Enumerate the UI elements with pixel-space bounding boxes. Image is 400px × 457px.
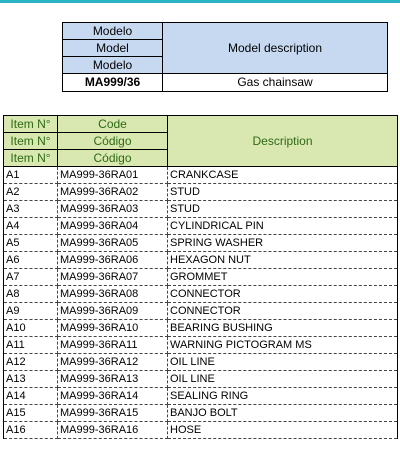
part-description: SPRING WASHER: [168, 235, 398, 252]
table-row: [4, 354, 398, 371]
part-description: GROMMET: [168, 269, 398, 286]
item-number: A12: [4, 354, 58, 371]
item-header-3: Item N°: [4, 150, 58, 167]
description-header: Description: [168, 116, 398, 167]
part-description: CYLINDRICAL PIN: [168, 218, 398, 235]
table-row: [4, 235, 398, 252]
parts-table: [3, 115, 398, 439]
part-code: MA999-36RA03: [58, 201, 168, 218]
part-code: MA999-36RA08: [58, 286, 168, 303]
part-description: OIL LINE: [168, 354, 398, 371]
item-number: A7: [4, 269, 58, 286]
table-row: [4, 286, 398, 303]
item-number: A2: [4, 184, 58, 201]
part-code: MA999-36RA02: [58, 184, 168, 201]
model-label-2: Model: [63, 40, 163, 57]
model-description: Gas chainsaw: [163, 74, 388, 92]
table-row: [4, 167, 398, 184]
part-code: MA999-36RA12: [58, 354, 168, 371]
parts-header-row: [4, 116, 398, 133]
part-description: HEXAGON NUT: [168, 252, 398, 269]
part-code: MA999-36RA16: [58, 422, 168, 439]
part-description: CRANKCASE: [168, 167, 398, 184]
table-row: [4, 218, 398, 235]
table-row: [4, 320, 398, 337]
model-label-1: Modelo: [63, 23, 163, 40]
part-description: SEALING RING: [168, 388, 398, 405]
item-number: A3: [4, 201, 58, 218]
model-value-row: [63, 74, 388, 92]
table-row: [4, 371, 398, 388]
item-number: A10: [4, 320, 58, 337]
item-header-1: Item N°: [4, 116, 58, 133]
part-description: STUD: [168, 201, 398, 218]
part-code: MA999-36RA06: [58, 252, 168, 269]
table-row: [4, 337, 398, 354]
item-number: A9: [4, 303, 58, 320]
part-description: BEARING BUSHING: [168, 320, 398, 337]
table-row: [4, 201, 398, 218]
part-code: MA999-36RA15: [58, 405, 168, 422]
part-description: WARNING PICTOGRAM MS: [168, 337, 398, 354]
item-number: A1: [4, 167, 58, 184]
table-row: [4, 184, 398, 201]
item-number: A6: [4, 252, 58, 269]
part-description: CONNECTOR: [168, 303, 398, 320]
model-header-row: [63, 23, 388, 40]
part-code: MA999-36RA14: [58, 388, 168, 405]
item-header-2: Item N°: [4, 133, 58, 150]
table-row: [4, 388, 398, 405]
item-number: A15: [4, 405, 58, 422]
item-number: A4: [4, 218, 58, 235]
item-number: A11: [4, 337, 58, 354]
item-number: A14: [4, 388, 58, 405]
part-description: CONNECTOR: [168, 286, 398, 303]
table-row: [4, 252, 398, 269]
part-code: MA999-36RA11: [58, 337, 168, 354]
item-number: A5: [4, 235, 58, 252]
part-code: MA999-36RA09: [58, 303, 168, 320]
code-header-1: Code: [58, 116, 168, 133]
table-row: [4, 405, 398, 422]
part-description: STUD: [168, 184, 398, 201]
model-table: [62, 22, 388, 92]
item-number: A13: [4, 371, 58, 388]
item-number: A16: [4, 422, 58, 439]
part-code: MA999-36RA04: [58, 218, 168, 235]
part-code: MA999-36RA05: [58, 235, 168, 252]
code-header-3: Código: [58, 150, 168, 167]
part-code: MA999-36RA10: [58, 320, 168, 337]
part-code: MA999-36RA07: [58, 269, 168, 286]
part-code: MA999-36RA01: [58, 167, 168, 184]
top-accent-rule: [0, 0, 400, 3]
item-number: A8: [4, 286, 58, 303]
part-description: BANJO BOLT: [168, 405, 398, 422]
model-description-header: Model description: [163, 23, 388, 74]
model-number: MA999/36: [63, 74, 163, 92]
code-header-2: Código: [58, 133, 168, 150]
part-code: MA999-36RA13: [58, 371, 168, 388]
table-row: [4, 422, 398, 439]
part-description: HOSE: [168, 422, 398, 439]
part-description: OIL LINE: [168, 371, 398, 388]
table-row: [4, 269, 398, 286]
table-row: [4, 303, 398, 320]
model-label-3: Modelo: [63, 57, 163, 74]
